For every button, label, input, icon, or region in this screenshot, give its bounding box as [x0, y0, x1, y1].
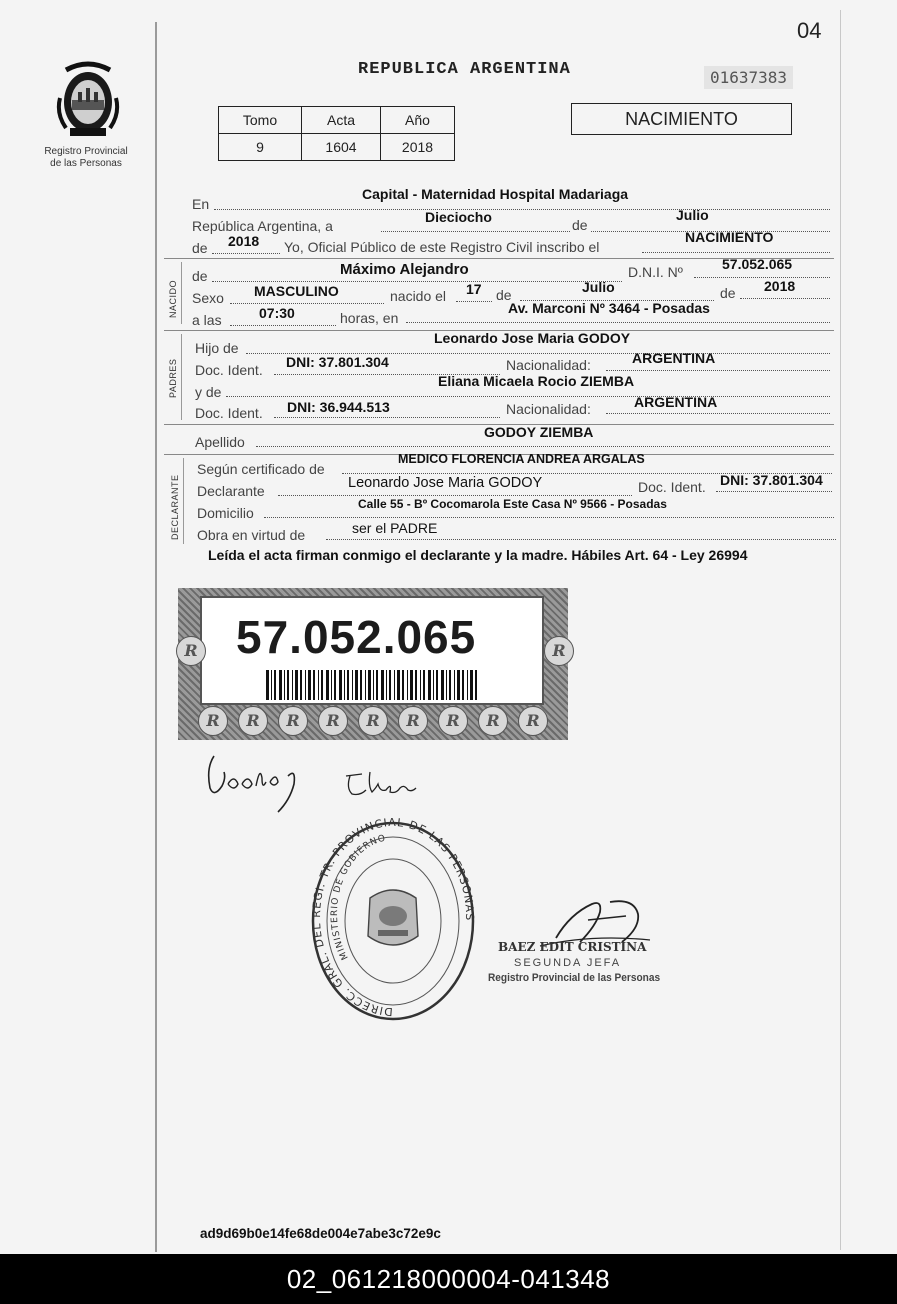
r-mark-icon: R: [358, 706, 388, 736]
dni-sticker: [178, 588, 568, 740]
left-margin-line: [155, 22, 157, 1252]
doc-type-box: NACIMIENTO: [571, 103, 792, 135]
sexo-label: Sexo: [192, 290, 224, 306]
official-org: Registro Provincial de las Personas: [488, 972, 661, 984]
official-name: BAEZ EDIT CRISTINA: [498, 940, 647, 954]
registro-mes: Julio: [676, 207, 709, 223]
document-hash: ad9d69b0e14fe68de004e7abe3c72e9c: [200, 1226, 441, 1241]
nacido-sexo: MASCULINO: [254, 283, 339, 299]
r-mark-icon: R: [198, 706, 228, 736]
madre-nac-label: Nacionalidad:: [506, 401, 591, 417]
serial-number: 01637383: [704, 66, 793, 89]
registro-lugar: Capital - Maternidad Hospital Madariaga: [362, 186, 629, 202]
r-mark-icon: R: [176, 636, 206, 666]
r-mark-icon: R: [478, 706, 508, 736]
padre-doc: DNI: 37.801.304: [286, 354, 389, 370]
declarante-label: Declarante: [197, 483, 265, 499]
nacido-dia: 17: [466, 281, 482, 297]
y-de-label: y de: [195, 384, 222, 400]
document-title: REPUBLICA ARGENTINA: [358, 60, 571, 79]
hijo-de-label: Hijo de: [195, 340, 239, 356]
nacido-de-label-3: de: [720, 285, 736, 301]
acta-label: Acta: [302, 107, 381, 134]
padre-nombre: Leonardo Jose Maria GODOY: [434, 330, 631, 346]
r-mark-icon: R: [238, 706, 268, 736]
declarante-signature: [200, 748, 310, 818]
madre-doc-label: Doc. Ident.: [195, 405, 263, 421]
declarante-doc-label: Doc. Ident.: [638, 479, 706, 495]
logo-caption-2: de las Personas: [50, 158, 122, 169]
acta-value: 1604: [302, 134, 381, 161]
nacido-de-label-2: de: [496, 287, 512, 303]
nacido-el-label: nacido el: [390, 288, 447, 304]
en-label: En: [192, 196, 210, 212]
nacido-section-label: NACIDO: [168, 279, 178, 318]
official-seal: [308, 818, 478, 1024]
registro-ano: 2018: [228, 233, 260, 249]
dni-label: D.N.I. Nº: [628, 264, 683, 280]
seal-outer-text: DIRECC. GRAL. DEL REGI. TR. PROVINCIAL DE LAS PERSONAS: [309, 818, 477, 1019]
r-mark-icon: R: [544, 636, 574, 666]
ano-value: 2018: [381, 134, 455, 161]
certificado-value: MEDICO FLORENCIA ANDREA ARGALAS: [398, 452, 645, 466]
ano-label: Año: [381, 107, 455, 134]
registro-dia: Dieciocho: [425, 209, 492, 225]
madre-nac: ARGENTINA: [634, 394, 718, 410]
apellido-value: GODOY ZIEMBA: [484, 424, 594, 440]
madre-doc: DNI: 36.944.513: [287, 399, 390, 415]
r-mark-icon: R: [278, 706, 308, 736]
apellido-label: Apellido: [195, 434, 245, 450]
sticker-number: 57.052.065: [236, 611, 477, 663]
acta-nota: Leída el acta firman conmigo el declarante y la madre. Hábiles Art. 64 - Ley 26994: [208, 547, 748, 563]
nacido-mes: Julio: [582, 279, 615, 295]
padre-doc-label: Doc. Ident.: [195, 362, 263, 378]
tomo-label: Tomo: [219, 107, 302, 134]
r-mark-icon: R: [398, 706, 428, 736]
registro-de-label: de: [572, 217, 588, 233]
registry-logo: [48, 58, 128, 140]
nacido-nombre: Máximo Alejandro: [340, 261, 469, 278]
horas-en-label: horas, en: [340, 310, 399, 326]
right-edge-line: [840, 10, 841, 1250]
domicilio-label: Domicilio: [197, 505, 254, 521]
registro-de2-label: de: [192, 240, 208, 256]
nacido-lugar: Av. Marconi Nº 3464 - Posadas: [508, 300, 710, 316]
padres-section-label: PADRES: [168, 358, 178, 398]
madre-nombre: Eliana Micaela Rocio ZIEMBA: [438, 373, 635, 389]
tomo-value: 9: [219, 134, 302, 161]
seal-inner-text: MINISTERIO DE GOBIERNO: [329, 833, 388, 962]
nacido-ano: 2018: [764, 278, 796, 294]
page-number: 04: [797, 18, 822, 43]
r-mark-icon: R: [438, 706, 468, 736]
certificado-label: Según certificado de: [197, 461, 325, 477]
tomo-acta-table: [218, 106, 455, 161]
footer-id-bar: 02_061218000004-041348: [0, 1254, 897, 1304]
oficial-label: Yo, Oficial Público de este Registro Civil inscribo el: [284, 239, 600, 255]
padre-nac-label: Nacionalidad:: [506, 357, 591, 373]
domicilio-value: Calle 55 - Bº Cocomarola Este Casa Nº 9566 - Posadas: [358, 497, 667, 511]
barcode-icon: [266, 670, 480, 710]
obra-value: ser el PADRE: [352, 520, 438, 536]
r-mark-icon: R: [318, 706, 348, 736]
r-mark-icon: R: [518, 706, 548, 736]
declarante-section-label: DECLARANTE: [170, 474, 180, 540]
official-role: SEGUNDA JEFA: [514, 957, 622, 969]
declarante-nombre: Leonardo Jose Maria GODOY: [348, 475, 543, 491]
madre-signature: [338, 762, 428, 806]
republica-label: República Argentina, a: [192, 218, 333, 234]
nacido-dni: 57.052.065: [722, 256, 793, 272]
padre-nac: ARGENTINA: [632, 350, 716, 366]
nacido-de-label: de: [192, 268, 208, 284]
logo-caption-1: Registro Provincial: [44, 146, 128, 157]
registro-tipo: NACIMIENTO: [685, 229, 774, 245]
a-las-label: a las: [192, 312, 222, 328]
obra-label: Obra en virtud de: [197, 527, 306, 543]
nacido-hora: 07:30: [259, 305, 295, 321]
declarante-doc: DNI: 37.801.304: [720, 472, 823, 488]
